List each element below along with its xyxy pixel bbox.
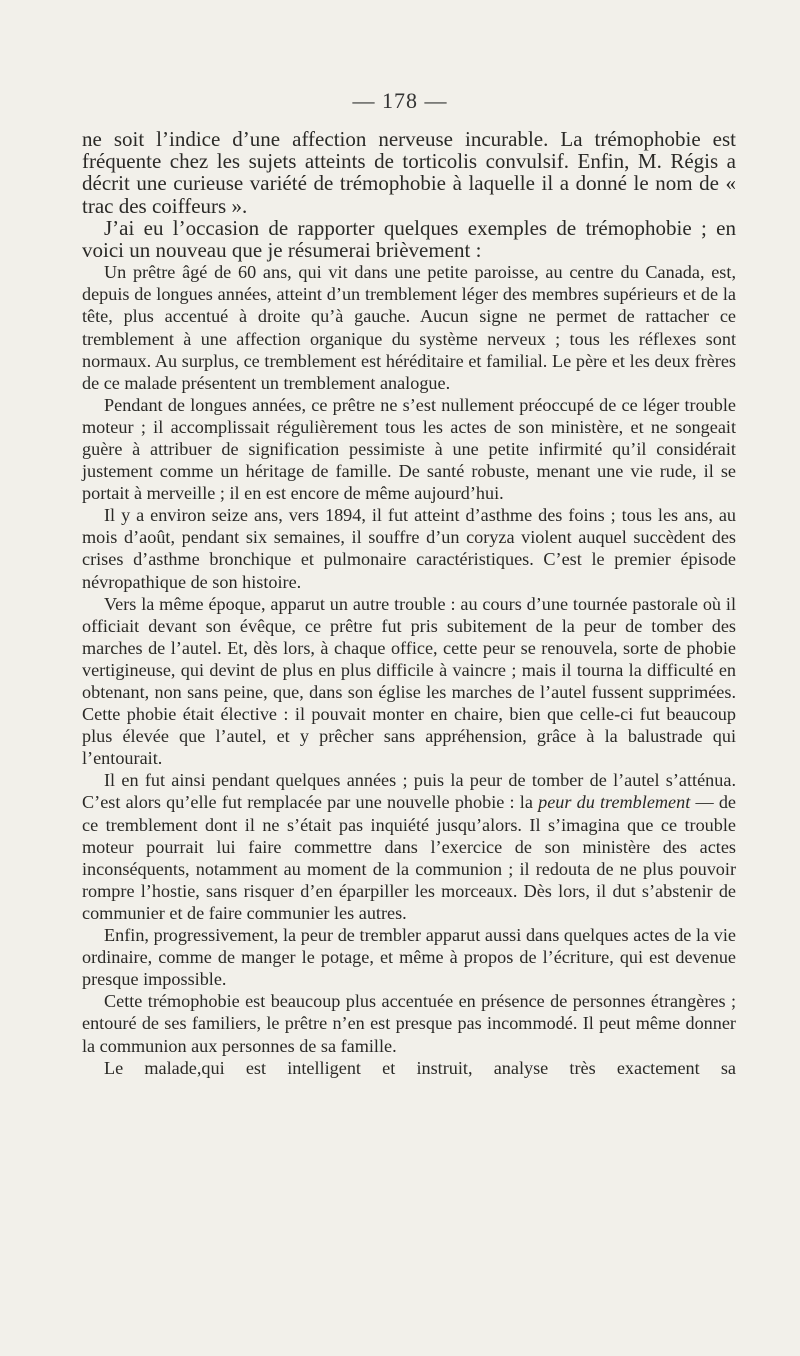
emphasis-text: peur du tremblement [538,792,691,813]
paragraph-daily-life: Enfin, progressivement, la peur de trembler apparut aussi dans quelques actes de la vie ordinaire, comme de manger le potage, et même à propos de l’écriture, qui est devenue presque impossible. [82,925,736,990]
paragraph-text-after: — de ce tremblement dont il ne s’était pas inquiété jusqu’alors. Il s’imagina que ce trouble moteur pourrait lui faire commettre dans l’exercice de son ministère des actes inconséquents, notamment au moment de la communion ; il redouta de ne plus pouvoir rompre l’hostie, sans risquer d’en éparpiller les morceaux. Dès lors, il dut s’abstenir de communier et de faire communier les autres. [82,792,736,923]
paragraph-text-before: Il en fut ainsi pendant quelques années ; puis la peur de tomber de l’autel s’atténua. C’est alors qu’elle fut remplacée par une nouvelle phobie : la [82,770,736,813]
paragraph-final-line: Le malade,qui est intelligent et instruit, analyse très exactement sa [104,1057,736,1078]
page-number: — 178 — [352,88,448,113]
paragraph-minor-trouble: Pendant de longues années, ce prêtre ne s’est nullement préoccupé de ce léger trouble moteur ; il accomplissait régulièrement tous les actes de son ministère, et ne songeait guère à attribuer de signification pessimiste à une petite infirmité qu’il considérait justement comme un héritage de famille. De santé robuste, menant une vie rude, il se portait à merveille ; il en est encore de même aujourd’hui. [82,394,736,504]
body-text [82,128,736,1079]
paragraph-continuation: ne soit l’indice d’une affection nerveuse incurable. La trémophobie est fréquente chez les sujets atteints de torticolis convulsif. Enfin, M. Régis a décrit une curieuse variété de trémophobie à laquelle il a donné le nom de « trac des coiffeurs ». [82,127,736,218]
paragraph-altar-phobia: Vers la même époque, apparut un autre trouble : au cours d’une tournée pastorale où il officiait devant son évêque, ce prêtre fut pris subitement de la peur de tomber des marches de l’autel. Et, dès lors, à chaque office, cette peur se renouvela, sorte de phobie vertigineuse, qui devint de plus en plus difficile à vaincre ; mais il tourna la difficulté en obtenant, non sans peine, que, dans son église les marches de l’autel fussent supprimées. Cette phobie était élective : il pouvait monter en chaire, bien que celle-ci fut beaucoup plus élevée que l’autel, et y prêcher sans appréhension, grâce à la balustrade qui l’entourait. [82,593,736,769]
paragraph-tremor-phobia [82,769,736,924]
paragraph-strangers: Cette trémophobie est beaucoup plus accentuée en présence de personnes étrangères ; entouré de ses familiers, le prêtre n’en est presque pas incommodé. Il peut même donner la communion aux personnes de sa famille. [82,991,736,1056]
paragraph-asthma: Il y a environ seize ans, vers 1894, il fut atteint d’asthme des foins ; tous les ans, au mois d’août, pendant six semaines, il souffre d’un coryza violent auquel succèdent des crises d’asthme bronchique et pulmonaire caractéristiques. C’est le premier épisode névropathique de son histoire. [82,505,736,592]
paragraph-case-description: Un prêtre âgé de 60 ans, qui vit dans une petite paroisse, au centre du Canada, est, depuis de longues années, atteint d’un tremblement léger des membres supérieurs et de la tête, plus accentué à droite qu’à gauche. Aucun signe ne permet de rattacher ce tremblement à une affection organique du système nerveux ; tous les réflexes sont normaux. Au surplus, ce tremblement est héréditaire et familial. Le père et les deux frères de ce malade présentent un tremblement analogue. [82,262,736,393]
paragraph-intro-example: J’ai eu l’occasion de rapporter quelques exemples de trémophobie ; en voici un nouveau que je résumerai brièvement : [82,215,736,263]
